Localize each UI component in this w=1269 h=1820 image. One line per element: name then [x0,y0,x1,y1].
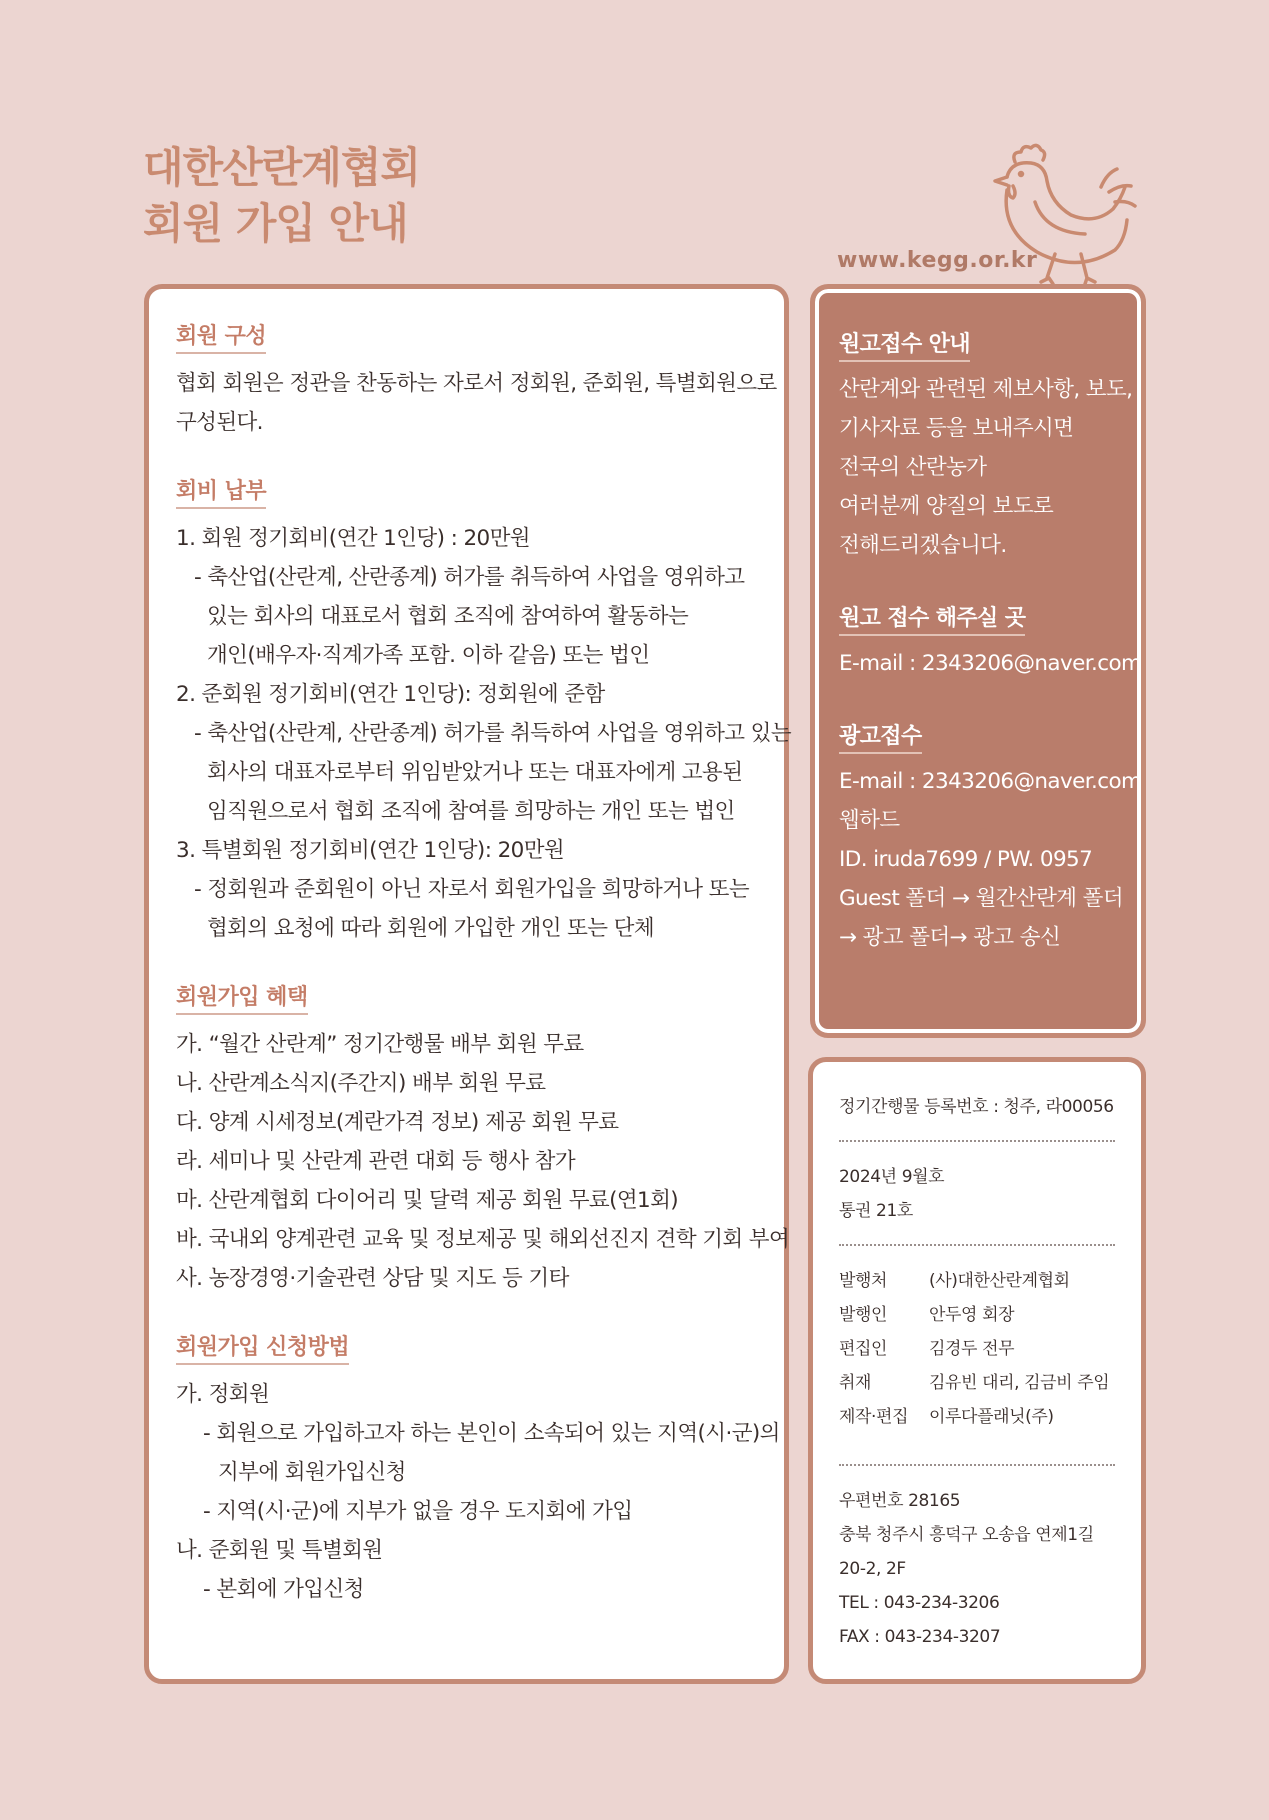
text-line: 가. 정회원 [176,1382,270,1407]
text-line: 2. 준회원 정기회비(연간 1인당): 정회원에 준함 [176,682,605,707]
text-line: 나. 산란계소식지(주간지) 배부 회원 무료 [176,1071,546,1096]
credit-row [839,1264,1115,1298]
registration-number: 정기간행물 등록번호 : 청주, 라00056 [839,1097,1114,1117]
section-heading: 회원가입 혜택 [176,983,308,1015]
issue-date: 2024년 9월호 [839,1167,945,1187]
text-line: 사. 농장경영·기술관련 상담 및 지도 등 기타 [176,1266,569,1291]
credit-name: (사)대한산란계협회 [929,1271,1070,1291]
issue-number: 통권 21호 [839,1201,913,1221]
text-line: 3. 특별회원 정기회비(연간 1인당): 20만원 [176,838,565,863]
credit-role: 제작·편집 [839,1407,909,1427]
text-line: → 광고 폴더→ 광고 송신 [839,925,1061,950]
credit-role: 발행처 [839,1271,888,1291]
address-line: 충북 청주시 흥덕구 오송읍 연제1길 [839,1525,1094,1545]
text-line: 바. 국내외 양계관련 교육 및 정보제공 및 해외선진지 견학 기회 부여 [176,1227,790,1252]
credit-role: 발행인 [839,1305,888,1325]
membership-section [176,1328,780,1609]
text-line: 있는 회사의 대표로서 협회 조직에 참여하여 활동하는 [207,604,689,629]
text-line: 나. 준회원 및 특별회원 [176,1538,383,1563]
text-line: 구성된다. [176,410,263,435]
credit-row [839,1298,1115,1332]
text-line: 1. 회원 정기회비(연간 1인당) : 20만원 [176,526,530,551]
section-heading: 원고접수 안내 [839,330,970,362]
text-line: - 축산업(산란계, 산란종계) 허가를 취득하여 사업을 영위하고 있는 [194,721,792,746]
dotted-divider [839,1464,1115,1466]
submission-info-panel [810,284,1146,1038]
section-heading: 회원 구성 [176,322,266,354]
text-line: 협회 회원은 정관을 찬동하는 자로서 정회원, 준회원, 특별회원으로 [176,371,777,396]
text-line: - 본회에 가입신청 [203,1577,364,1602]
address-line: TEL : 043-234-3206 [839,1593,1000,1613]
credit-row [839,1332,1115,1366]
text-line: 회사의 대표자로부터 위임받았거나 또는 대표자에게 고용된 [207,760,743,785]
text-line: 기사자료 등을 보내주시면 [839,416,1074,441]
text-line: 지부에 회원가입신청 [218,1460,406,1485]
title-line-2: 회원 가입 안내 [143,199,408,248]
submission-section [839,325,1133,565]
text-line: 라. 세미나 및 산란계 관련 대회 등 행사 참가 [176,1149,575,1174]
dotted-divider [839,1244,1115,1246]
text-line: 임직원으로서 협회 조직에 참여를 희망하는 개인 또는 법인 [207,799,735,824]
website-url[interactable]: www.kegg.or.kr [837,248,1038,273]
page-title [143,140,420,252]
text-line: 여러분께 양질의 보도로 [839,494,1054,519]
dotted-divider [839,1140,1115,1142]
text-line: - 회원으로 가입하고자 하는 본인이 소속되어 있는 지역(시·군)의 [203,1421,780,1446]
submission-section [839,717,1142,957]
publication-info-panel [808,1057,1146,1684]
membership-section [176,472,792,948]
membership-section [176,317,777,442]
section-heading: 회원가입 신청방법 [176,1333,349,1365]
text-line: - 축산업(산란계, 산란종계) 허가를 취득하여 사업을 영위하고 [194,565,745,590]
membership-section [176,978,790,1298]
credit-role: 취재 [839,1373,872,1393]
address-block [839,1484,1115,1654]
text-line: 협회의 요청에 따라 회원에 가입한 개인 또는 단체 [207,916,655,941]
section-heading: 원고 접수 해주실 곳 [839,604,1025,636]
text-line: 웹하드 [839,808,900,833]
credit-name: 안두영 회장 [929,1305,1015,1325]
text-line: 가. “월간 산란계” 정기간행물 배부 회원 무료 [176,1032,584,1057]
text-line: E-mail : 2343206@naver.com [839,769,1142,794]
credit-name: 김유빈 대리, 김금비 주임 [929,1373,1110,1393]
section-heading: 광고접수 [839,722,922,754]
text-line: E-mail : 2343206@naver.com [839,651,1142,676]
text-line: 다. 양계 시세정보(계란가격 정보) 제공 회원 무료 [176,1110,619,1135]
credit-row [839,1400,1115,1434]
text-line: Guest 폴더 → 월간산란계 폴더 [839,886,1124,911]
submission-section [839,599,1142,683]
text-line: 마. 산란계협회 다이어리 및 달력 제공 회원 무료(연1회) [176,1188,679,1213]
credit-name: 김경두 전무 [929,1339,1015,1359]
credit-row [839,1366,1115,1400]
text-line: 산란계와 관련된 제보사항, 보도, [839,377,1133,402]
text-line: 개인(배우자·직계가족 포함. 이하 같음) 또는 법인 [207,643,650,668]
text-line: - 지역(시·군)에 지부가 없을 경우 도지회에 가입 [203,1499,633,1524]
credit-role: 편집인 [839,1339,888,1359]
address-line: FAX : 043-234-3207 [839,1627,1001,1647]
credit-name: 이루다플래닛(주) [929,1407,1054,1427]
section-heading: 회비 납부 [176,477,266,509]
text-line: ID. iruda7699 / PW. 0957 [839,847,1093,872]
membership-info-panel [144,284,792,1684]
text-line: 전해드리겠습니다. [839,533,1007,558]
address-line: 20-2, 2F [839,1559,906,1579]
text-line: - 정회원과 준회원이 아닌 자로서 회원가입을 희망하거나 또는 [194,877,750,902]
text-line: 전국의 산란농가 [839,455,987,480]
credits-list [839,1264,1115,1434]
title-line-1: 대한산란계협회 [143,143,421,192]
address-line: 우편번호 28165 [839,1491,961,1511]
